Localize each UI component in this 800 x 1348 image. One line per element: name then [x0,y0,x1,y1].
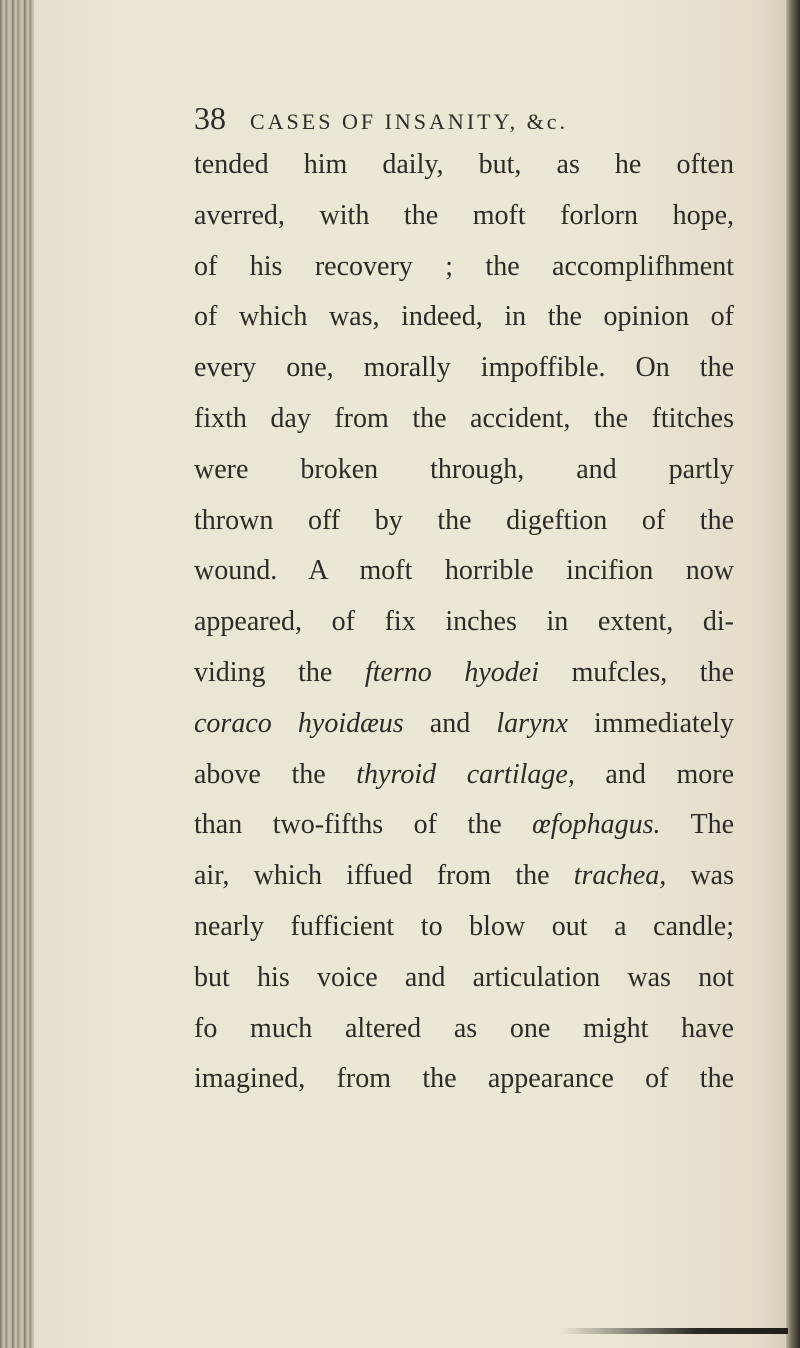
text-line [194,343,734,394]
page-edge [786,0,800,1348]
text-line [194,953,734,1004]
text-segment: than two-fifths of the [194,809,533,841]
text-line [194,242,734,293]
text-line [194,1054,734,1105]
italic-term: trachea, [573,860,667,892]
page-header [194,100,754,140]
text-line [194,648,734,699]
italic-term: coraco hyoidæus [194,707,404,739]
text-line [194,800,734,851]
text-segment: viding the [194,656,365,688]
page-gutter [0,0,34,1348]
text-line [194,496,734,547]
text-segment: but his voice and articulation was not [194,961,734,993]
text-segment: every one, morally impoffible. On the [194,352,734,384]
italic-term: œfophagus. [532,809,661,841]
text-segment: above the [194,758,357,790]
page-number: 38 [194,100,226,136]
page-bottom-edge [560,1328,788,1334]
italic-term: thyroid cartilage, [356,758,575,790]
text-segment: wound. A moft horrible incifion now [194,555,734,587]
text-line [194,597,734,648]
text-segment: was [666,860,734,892]
body-text [194,140,734,1105]
text-segment: fixth day from the accident, the ftitches [194,402,734,434]
text-line [194,445,734,496]
text-segment: thrown off by the digeftion of the [194,504,734,536]
text-segment: immediately [567,707,734,739]
text-line [194,699,734,750]
text-segment: of which was, indeed, in the opinion of [194,301,734,333]
text-segment: fo much altered as one might have [194,1012,734,1044]
italic-term: fterno hyodei [364,656,540,688]
text-segment: of his recovery ; the accomplifhment [194,250,734,282]
text-line [194,292,734,343]
text-line [194,394,734,445]
text-segment: air, which iffued from the [194,860,574,892]
text-line [194,902,734,953]
text-line [194,750,734,801]
text-segment: The [660,809,734,841]
text-segment: and more [574,758,734,790]
text-line [194,1004,734,1055]
text-segment: mufcles, the [539,656,735,688]
text-segment: tended him daily, but, as he often [194,149,734,180]
text-segment: appeared, of fix inches in extent, di- [194,606,734,638]
text-segment: nearly fufficient to blow out a candle; [194,910,734,942]
running-title: CASES OF INSANITY, &c. [250,109,569,134]
text-segment: were broken through, and partly [194,453,734,485]
text-segment: imagined, from the appearance of the [194,1063,734,1095]
text-line [194,140,734,191]
text-line [194,191,734,242]
text-line [194,851,734,902]
text-segment: and [403,707,497,739]
text-line [194,546,734,597]
italic-term: larynx [496,707,568,739]
text-segment: averred, with the moft forlorn hope, [194,199,734,231]
